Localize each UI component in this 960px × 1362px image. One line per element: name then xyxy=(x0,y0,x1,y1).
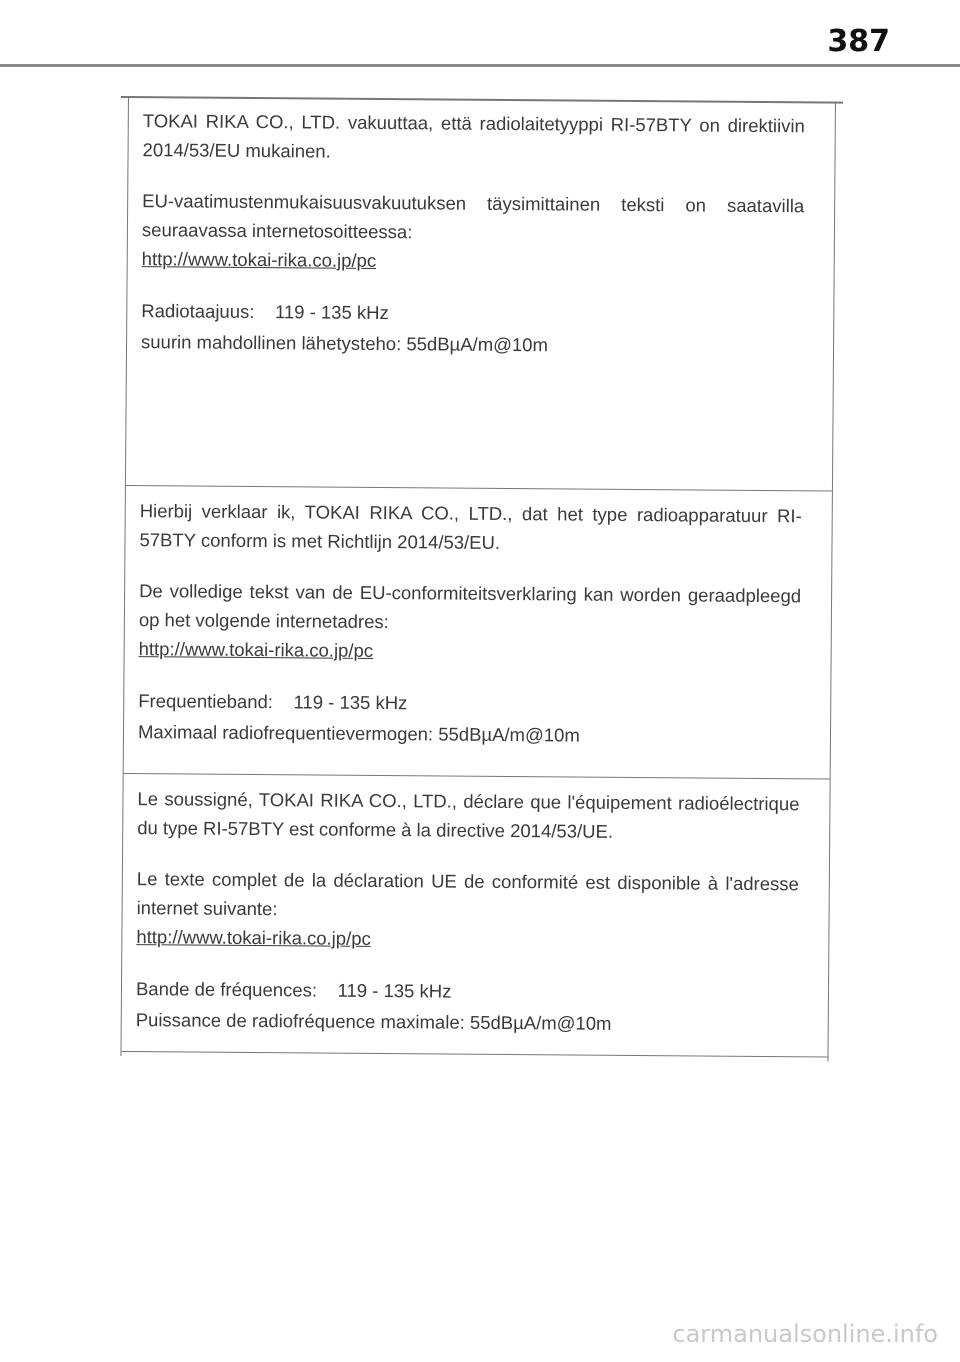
declaration-url-link[interactable]: http://www.tokai-rika.co.jp/pc xyxy=(141,248,377,271)
power-value: 55dBµA/m@10m xyxy=(438,723,580,746)
power-label: Puissance de radiofréquence maximale: xyxy=(135,1009,465,1033)
power-value: 55dBµA/m@10m xyxy=(469,1011,612,1034)
frequency-label: Frequentieband: xyxy=(138,690,274,713)
fulltext-notice: De volledige tekst van de EU-conformiteitsverklaring kan worden geraadpleegd op het volgende internetadres: xyxy=(138,580,802,633)
page-number: 387 xyxy=(827,24,890,59)
declaration-url-link[interactable]: http://www.tokai-rika.co.jp/pc xyxy=(138,638,374,661)
fulltext-notice: Le texte complet de la déclaration UE de conformité est disponible à l'adresse internet suivante: xyxy=(136,868,799,920)
power-line xyxy=(141,326,803,362)
power-line xyxy=(136,1004,798,1040)
frequency-label: Bande de fréquences: xyxy=(135,978,318,1001)
frequency-value: 119 - 135 kHz xyxy=(274,301,389,324)
scanned-declaration-box xyxy=(120,96,836,1062)
frequency-value: 119 - 135 kHz xyxy=(293,691,408,714)
fulltext-notice: EU-vaatimustenmukaisuusvakuutuksen täysimittainen teksti on saatavilla seuraavassa internetosoitteessa: xyxy=(141,190,805,243)
power-label: suurin mahdollinen lähetysteho: xyxy=(140,331,402,355)
power-line xyxy=(138,716,800,752)
declaration-text: Le soussigné, TOKAI RIKA CO., LTD., déclare que l'équipement radioélectrique du type RI-57BTY est conforme à la directive 2014/53/UE. xyxy=(137,788,800,842)
frequency-value: 119 - 135 kHz xyxy=(337,979,452,1002)
frequency-label: Radiotaajuus: xyxy=(141,300,255,322)
declaration-text: Hierbij verklaar ik, TOKAI RIKA CO., LTD., dat het type radioapparatuur RI-57BTY conform is met Richtlijn 2014/53/EU. xyxy=(139,500,802,553)
watermark: carmanualsonline.info xyxy=(672,1320,938,1348)
frequency-line xyxy=(141,295,803,331)
section-finnish xyxy=(126,96,835,492)
declaration-url-link[interactable]: http://www.tokai-rika.co.jp/pc xyxy=(136,926,371,949)
power-label: Maximaal radiofrequentievermogen: xyxy=(137,721,434,745)
power-value: 55dBµA/m@10m xyxy=(406,333,549,356)
frequency-line xyxy=(136,973,798,1009)
section-french xyxy=(121,774,829,1058)
header-rule xyxy=(0,64,960,67)
section-dutch xyxy=(124,486,832,780)
declaration-text: TOKAI RIKA CO., LTD. vakuuttaa, että radiolaitetyyppi RI-57BTY on direktiivin 2014/53/EU mukainen. xyxy=(142,110,805,162)
frequency-line xyxy=(138,685,800,721)
